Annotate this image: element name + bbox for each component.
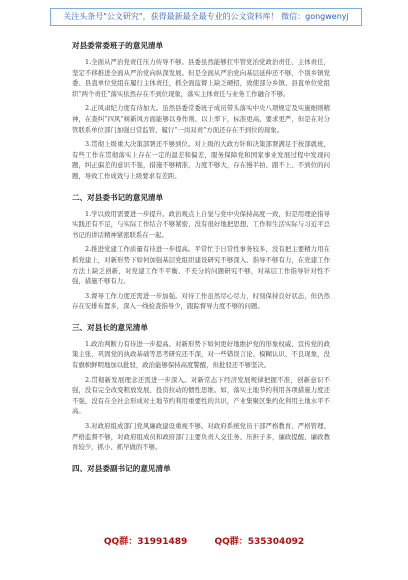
paragraph: 1.全面从严治党责任压力传导不够。县委虽然能够扛牢管党治党政治责任、主体责任，坚定不移推进全面从严治党向纵深发展。但是全面从严治党向基层延伸还不够，个别乡镇党委、县直单位党组在履行主体责任，抓全面监督上缺乏硬招，致使部分乡镇、县直单位党组织“两个责任”落实依然存在不到位现象，落实主体责任与业务工作融合不够。 <box>72 58 330 98</box>
paragraph: 3.对政府组成部门党风廉政建设重视不够。对政府系统党员干部严格教育、严格管理、严格监督不够，对政府组成员和政府部门主要负责人交任务、压担子多，廉政提醒、廉政教育较少，抓小、抓早做的不够。 <box>72 422 330 452</box>
paragraph: 2.推进党建工作质量有待进一步提高。平常忙于日常性事务较多，没有把主要精力用在抓党建上，对新形势下如何加强基层党组织建设研究不够深入、指导不够有力，在党建工作方法上缺乏创新，对党建工作不平衡、不充分的问题研究不够，对基层工作指导针对性不强，措施不够有力。 <box>72 245 330 286</box>
paragraph: 3.督导工作力度还需进一步加强。对待工作虽然尽心尽力，时刻保持良好状态，但仍然存在安排布置多，深入一线检查指导少，跟踪督导力度不够的问题。 <box>72 291 330 311</box>
document-body <box>72 40 330 480</box>
section-heading: 四、对县委副书记的意见清单 <box>72 463 171 473</box>
header-banner: 关注头条号"公文研究"，获得最新最全最专业的公文资料库！ 微信：gongwenyj <box>50 8 362 26</box>
section-county-head <box>72 322 330 453</box>
section-committee <box>72 40 330 182</box>
section-heading: 三、对县长的意见清单 <box>72 322 148 332</box>
section-heading: 二、对县委书记的意见清单 <box>72 192 164 202</box>
footer-contacts <box>0 534 408 547</box>
qq-group-1: QQ群：31991489 <box>103 537 188 547</box>
section-heading: 对县委常委班子的意见清单 <box>72 41 164 50</box>
paragraph: 3.贯彻上级重大决策部署还不够到位。对上级的大政方针和决策部署满足于按部就班，有些工作在贯彻落实上存在一定的温差和偏差，服务保障党和国家事业发展过程中发现问题，纠正偏差的意识不强，措施不够精准，力度不够大，存在慢半拍、跟不上、不到位的问题，导致工作成效与上级要求有差距。 <box>72 140 330 180</box>
paragraph: 1.政治判断力有待进一步提高。对新形势下如何更好地维护党的形象权威、宣传党的政策主张、巩固党的执政基础等思考研究还不深，对一些错误言论、模糊认识、不良现象，没有旗帜鲜明地加以批驳，政治能够保持高度警醒，但批驳还不够坚决。 <box>72 339 330 370</box>
section-deputy-secretary <box>72 463 330 474</box>
section-party-secretary <box>72 192 330 312</box>
paragraph: 2.正风肃纪力度有待加大。虽然县委常委班子成员带头落实中央八项规定及实施细则精神，在查纠“四风”树新风方面能够以身作则、以上率下，标准更高、要求更严，但是在对分管联系单位部门加强日常监管、履行“一岗双责”方面还存在不到位的现象。 <box>72 104 330 134</box>
qq-group-2: QQ群：535304092 <box>214 537 305 547</box>
paragraph: 1.学以致用需要进一步提升。政治观点上自觉与党中央保持高度一致，但是用理论指导实践还有不足，与实际工作结合不够紧密，没有很好地把思想、工作和生活实际与习近平总书记的讲话精神紧密联系在一起。 <box>72 209 330 239</box>
paragraph: 2.贯彻新发展理念还需进一步深入。对新常态下经济发展规律把握不准，创新意识不强，没有完全改变粗放发展、投资拉动的惯性思维。如，落实土地节约利用各项措施力度还不强，没有在全社会形成对土地节约利用重要性的共识，产业集聚区集约化利用土地水平不高。 <box>72 375 330 416</box>
